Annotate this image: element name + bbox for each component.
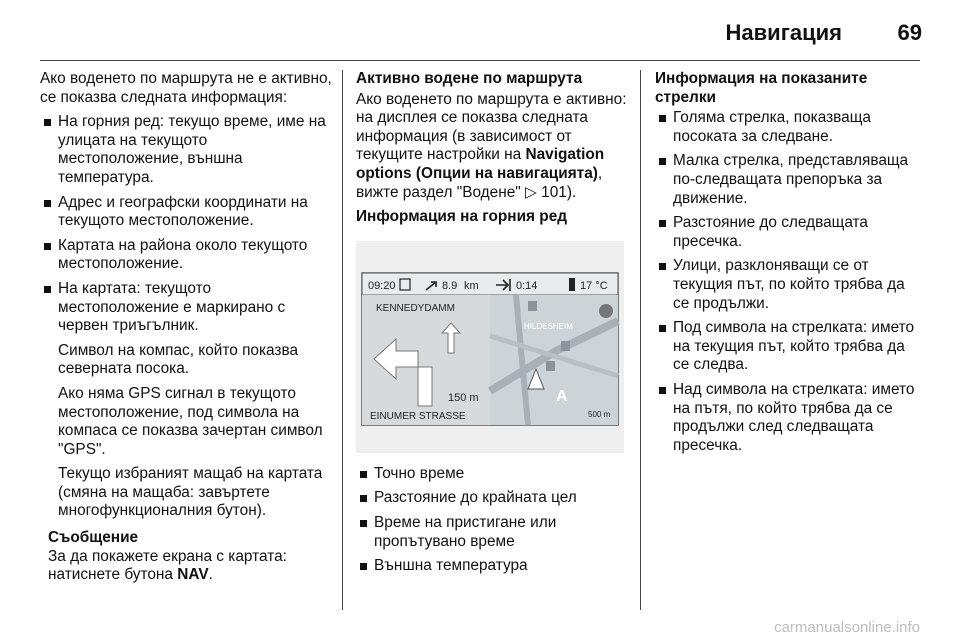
screen-distance-unit: km <box>464 279 479 292</box>
parking-icon <box>546 361 555 371</box>
section-title: Навигация <box>725 20 842 45</box>
sub-paragraph: Символ на компас, който показва северната посока. <box>58 341 299 378</box>
col1-intro: Ако воденето по маршрута не е активно, се показва следната информация: <box>40 70 332 106</box>
sub-heading: Информация на горния ред <box>356 208 568 226</box>
arrow-ref-icon: ▷ <box>525 183 537 201</box>
list-item: Външна температура <box>356 557 631 576</box>
column-left <box>40 70 332 591</box>
list-item: Над символа на стрелката: името на пътя, по който трябва да се продължи след следващата пресечка. <box>655 381 925 455</box>
note-text <box>40 548 332 585</box>
screen-time: 09:20 <box>368 279 396 292</box>
list-item: Улици, разклоняващи се от текущия път, по който трябва да се продължи. <box>655 257 925 313</box>
menu-reference: Navigation options (Опции на навигацията) <box>356 146 605 182</box>
screen-turn-distance: 150 m <box>448 391 479 404</box>
list-item: Време на пристигане или пропътувано време <box>356 514 631 551</box>
sub-paragraph: Ако няма GPS сигнал в текущото местоположение, под символа на компаса се показва зачертан символ "GPS". <box>58 384 323 458</box>
watermark: carmanualsonline.info <box>774 619 920 636</box>
column-right <box>655 70 925 461</box>
col1-bullet-list <box>40 113 332 336</box>
note-text-end: . <box>208 566 213 584</box>
intro-text: Ако воденето по маршрута е активно: на дисплея се показва следната информация (в зависимост от текущите настройки на <box>356 90 627 164</box>
page-header <box>0 0 960 62</box>
col3-bullet-list <box>655 109 925 455</box>
screen-street-top: KENNEDYDAMM <box>376 302 455 314</box>
display-figure <box>356 241 624 453</box>
list-item: Малка стрелка, представляваща по-следващата препоръка за движение. <box>655 152 925 208</box>
intro-text-cont: , вижте раздел "Водене" <box>356 164 603 201</box>
header-rule <box>40 60 920 61</box>
column-divider <box>640 70 641 610</box>
sub-paragraph: Текущо избраният мащаб на картата (смяна на мащаба: завъртете многофункционалния бутон). <box>58 465 323 520</box>
map-poi-label: A <box>556 387 568 405</box>
list-item: Под символа на стрелката: името на текущия път, който трябва да се следва. <box>655 319 925 375</box>
list-item: На картата: текущото местоположение е маркирано с червен триъгълник. <box>40 280 332 336</box>
parking-icon <box>528 301 537 311</box>
navigation-screen-illustration <box>356 241 624 453</box>
list-item: Голяма стрелка, показваща посоката за следване. <box>655 109 925 146</box>
section-heading: Информация на показаните стрелки <box>655 70 868 106</box>
map-area <box>490 295 618 425</box>
list-item: Точно време <box>356 465 631 484</box>
list-item: На горния ред: текущо време, име на улицата на текущото местоположение, външна температура. <box>40 113 332 187</box>
note-text-part: За да покажете екрана с картата: натиснете бутона <box>48 547 287 584</box>
list-item: Картата на района около текущото местоположение. <box>40 237 332 274</box>
col2-intro <box>356 91 631 203</box>
thermometer-icon <box>569 278 575 291</box>
parking-icon <box>561 341 570 351</box>
screen-remaining: 0:14 <box>516 279 538 292</box>
nav-button-label: NAV <box>177 566 209 584</box>
section-heading: Активно водене по маршрута <box>356 70 583 87</box>
screen-distance: 8.9 <box>442 279 458 292</box>
column-middle <box>356 70 631 582</box>
page-number: 69 <box>897 20 922 45</box>
page-reference: 101). <box>541 183 577 201</box>
map-scale: 500 m <box>588 409 611 419</box>
map-city: HILDESHEIM <box>524 321 573 331</box>
column-divider <box>342 70 343 610</box>
screen-street-bottom: EINUMER STRASSE <box>370 410 466 422</box>
note-heading: Съобщение <box>48 529 139 547</box>
compass-icon <box>599 304 613 318</box>
list-item: Разстояние до крайната цел <box>356 489 631 508</box>
list-item: Разстояние до следващата пресечка. <box>655 214 925 251</box>
list-item: Адрес и географски координати на текущото местоположение. <box>40 194 332 231</box>
col2-bullet-list <box>356 465 631 576</box>
screen-temperature: 17 °C <box>580 279 608 292</box>
